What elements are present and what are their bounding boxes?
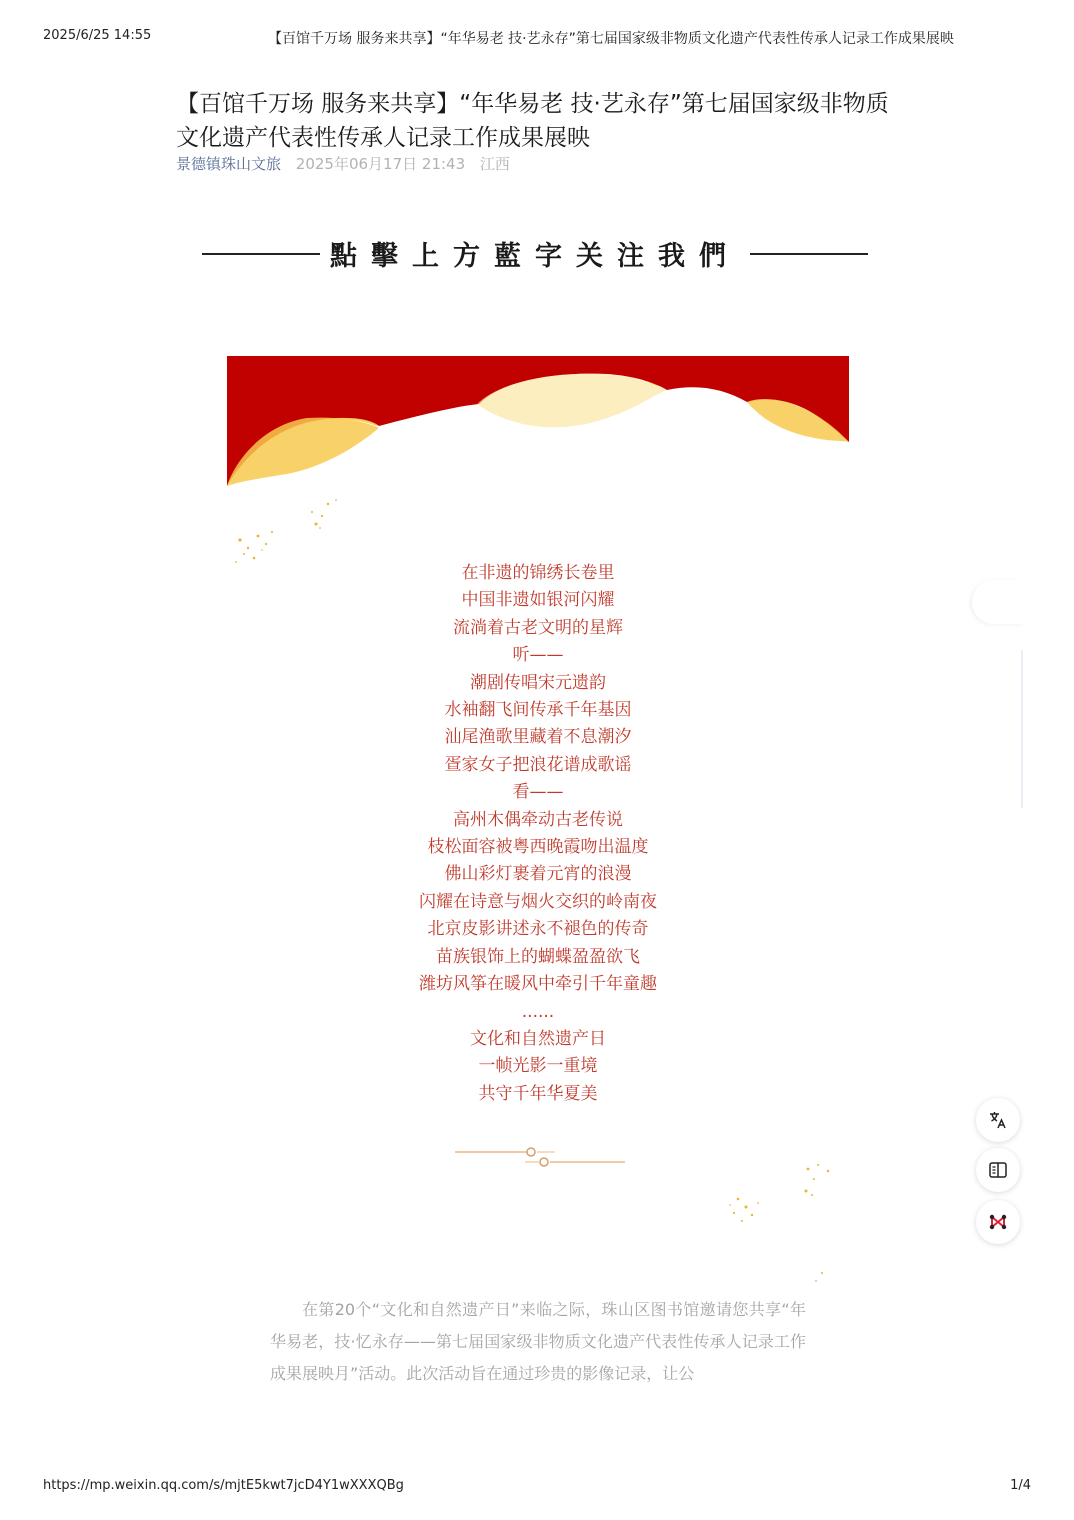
side-bubble bbox=[972, 580, 1024, 624]
poem-line: 水袖翻飞间传承千年基因 bbox=[444, 700, 632, 721]
poem-line: 一帧光影一重境 bbox=[478, 1056, 598, 1077]
poem-line: 苗族银饰上的蝴蝶盈盈欲飞 bbox=[436, 946, 640, 967]
poem bbox=[300, 560, 776, 1108]
poem-line: 疍家女子把浪花谱成歌谣 bbox=[444, 754, 632, 775]
translate-icon bbox=[988, 1110, 1008, 1130]
publish-region: 江西 bbox=[479, 155, 510, 173]
publish-date: 2025年06月17日 21:43 bbox=[295, 155, 466, 173]
print-header-title: 【百馆千万场 服务来共享】“年华易老 技·艺永存”第七届国家级非物质文化遗产代表性传承人记录工作成果展映 bbox=[268, 31, 954, 47]
follow-banner-text: 點擊上方藍字关注我們 bbox=[330, 241, 740, 272]
poem-line: 北京皮影讲述永不褪色的传奇 bbox=[427, 919, 649, 940]
poem-line: 佛山彩灯裹着元宵的浪漫 bbox=[444, 864, 632, 885]
poem-line: 枝松面容被粤西晚霞吻出温度 bbox=[427, 837, 649, 858]
sparkle-decoration-right bbox=[718, 1155, 848, 1295]
poem-line: 高州木偶牵动古老传说 bbox=[453, 809, 623, 830]
poem-line: ...... bbox=[521, 1001, 555, 1022]
author-link[interactable]: 景德镇珠山文旅 bbox=[176, 155, 282, 173]
curtain-decoration bbox=[227, 356, 849, 496]
reader-mode-button[interactable] bbox=[976, 1148, 1020, 1192]
poem-line: 文化和自然遗产日 bbox=[470, 1028, 606, 1049]
sparkle-decoration-left bbox=[228, 490, 358, 570]
poem-line: 闪耀在诗意与烟火交织的岭南夜 bbox=[419, 891, 657, 912]
reader-icon bbox=[988, 1160, 1008, 1180]
print-footer-page: 1/4 bbox=[1010, 1478, 1031, 1493]
banner-line-right bbox=[750, 253, 868, 255]
translate-button[interactable] bbox=[976, 1098, 1020, 1142]
poem-line: 共守千年华夏美 bbox=[478, 1083, 598, 1104]
poem-line: 听—— bbox=[512, 645, 564, 666]
ornament-divider bbox=[455, 1142, 625, 1168]
network-button[interactable] bbox=[976, 1200, 1020, 1244]
poem-line: 看—— bbox=[512, 782, 564, 803]
article-title: 【百馆千万场 服务来共享】“年华易老 技·艺永存”第七届国家级非物质文化遗产代表性传承人记录工作成果展映 bbox=[176, 91, 889, 152]
print-footer-url: https://mp.weixin.qq.com/s/mjtE5kwt7jcD4Y1wXXXQBg bbox=[43, 1478, 404, 1493]
intro-text: 在第20个“文化和自然遗产日”来临之际，珠山区图书馆邀请您共享“年华易老，技·忆永存——第七届国家级非物质文化遗产代表性传承人记录工作成果展映月”活动。此次活动旨在通过珍贵的影像记录，让公 bbox=[270, 1300, 806, 1383]
intro-paragraph bbox=[270, 1294, 806, 1390]
poem-line: 在非遗的锦绣长卷里 bbox=[461, 563, 615, 583]
poem-line: 潮剧传唱宋元遗韵 bbox=[470, 672, 606, 693]
print-header-datetime: 2025/6/25 14:55 bbox=[43, 28, 152, 43]
poem-line: 汕尾渔歌里藏着不息潮汐 bbox=[444, 727, 632, 748]
poem-line: 中国非遗如银河闪耀 bbox=[461, 590, 615, 611]
side-edge-line bbox=[1021, 650, 1023, 808]
article-meta bbox=[176, 153, 510, 174]
follow-banner bbox=[200, 232, 870, 276]
network-icon bbox=[988, 1212, 1008, 1232]
poem-line: 潍坊风筝在暖风中牵引千年童趣 bbox=[419, 974, 657, 995]
poem-line: 流淌着古老文明的星辉 bbox=[453, 617, 623, 638]
